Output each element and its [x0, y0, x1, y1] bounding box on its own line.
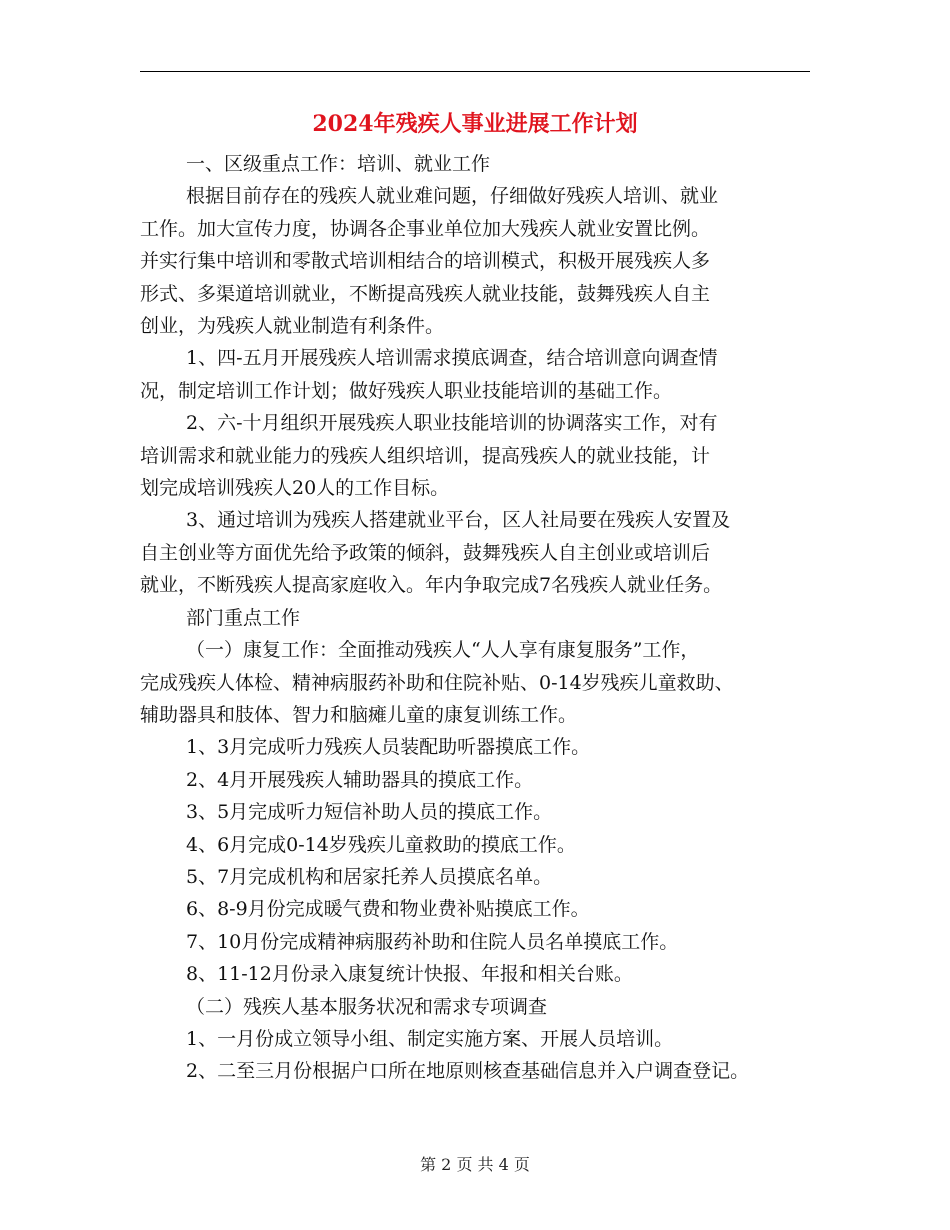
text-line: （一）康复工作：全面推动残疾人“人人享有康复服务”工作，: [186, 639, 700, 662]
text-line: 1、一月份成立领导小组、制定实施方案、开展人员培训。: [186, 1027, 674, 1050]
text-line: 创业，为残疾人就业制造有利条件。: [140, 315, 445, 338]
text-line: 形式、多渠道培训就业，不断提高残疾人就业技能，鼓舞残疾人自主: [140, 282, 711, 305]
text-line: 并实行集中培训和零散式培训相结合的培训模式，积极开展残疾人多: [140, 250, 711, 273]
text-line: 2、二至三月份根据户口所在地原则核查基础信息并入户调查登记。: [186, 1060, 750, 1083]
header-rule: [140, 71, 810, 72]
text-line: 3、5月完成听力短信补助人员的摸底工作。: [186, 801, 553, 824]
text-line: 完成残疾人体检、精神病服药补助和住院补贴、0-14岁残疾儿童救助、: [140, 671, 734, 694]
document-body: [140, 148, 820, 1088]
text-line: 辅助器具和肢体、智力和脑瘫儿童的康复训练工作。: [140, 703, 578, 726]
text-line: 培训需求和就业能力的残疾人组织培训，提高残疾人的就业技能，计: [140, 444, 711, 467]
text-line: 况，制定培训工作计划；做好残疾人职业技能培训的基础工作。: [140, 379, 673, 402]
text-line: 工作。加大宣传力度，协调各企事业单位加大残疾人就业安置比例。: [140, 217, 711, 240]
text-line: 2、4月开展残疾人辅助器具的摸底工作。: [186, 768, 534, 791]
text-line: 3、通过培训为残疾人搭建就业平台，区人社局要在残疾人安置及: [186, 509, 731, 532]
text-line: 1、四-五月开展残疾人培训需求摸底调查，结合培训意向调查情: [186, 347, 718, 370]
text-line: 自主创业等方面优先给予政策的倾斜，鼓舞残疾人自主创业或培训后: [140, 541, 711, 564]
text-line: 部门重点工作: [186, 606, 301, 629]
text-line: 4、6月完成0-14岁残疾儿童救助的摸底工作。: [186, 833, 576, 856]
document-title: 2024年残疾人事业进展工作计划: [312, 111, 638, 137]
text-line: 6、8-9月份完成暖气费和物业费补贴摸底工作。: [186, 898, 590, 921]
text-line: 1、3月完成听力残疾人员装配助听器摸底工作。: [186, 736, 591, 759]
text-line: 5、7月完成机构和居家托养人员摸底名单。: [186, 865, 553, 888]
text-line: 一、区级重点工作：培训、就业工作: [186, 153, 491, 175]
text-line: （二）残疾人基本服务状况和需求专项调查: [186, 995, 548, 1018]
page-footer: 第 2 页 共 4 页: [420, 1155, 530, 1174]
text-line: 划完成培训残疾人20人的工作目标。: [140, 477, 450, 500]
text-line: 8、11-12月份录入康复统计快报、年报和相关台账。: [186, 963, 633, 986]
text-line: 2、六-十月组织开展残疾人职业技能培训的协调落实工作，对有: [186, 412, 718, 435]
text-line: 就业，不断残疾人提高家庭收入。年内争取完成7名残疾人就业任务。: [140, 574, 723, 597]
text-line: 7、10月份完成精神病服药补助和住院人员名单摸底工作。: [186, 930, 679, 953]
text-line: 根据目前存在的残疾人就业难问题，仔细做好残疾人培训、就业: [186, 185, 719, 208]
